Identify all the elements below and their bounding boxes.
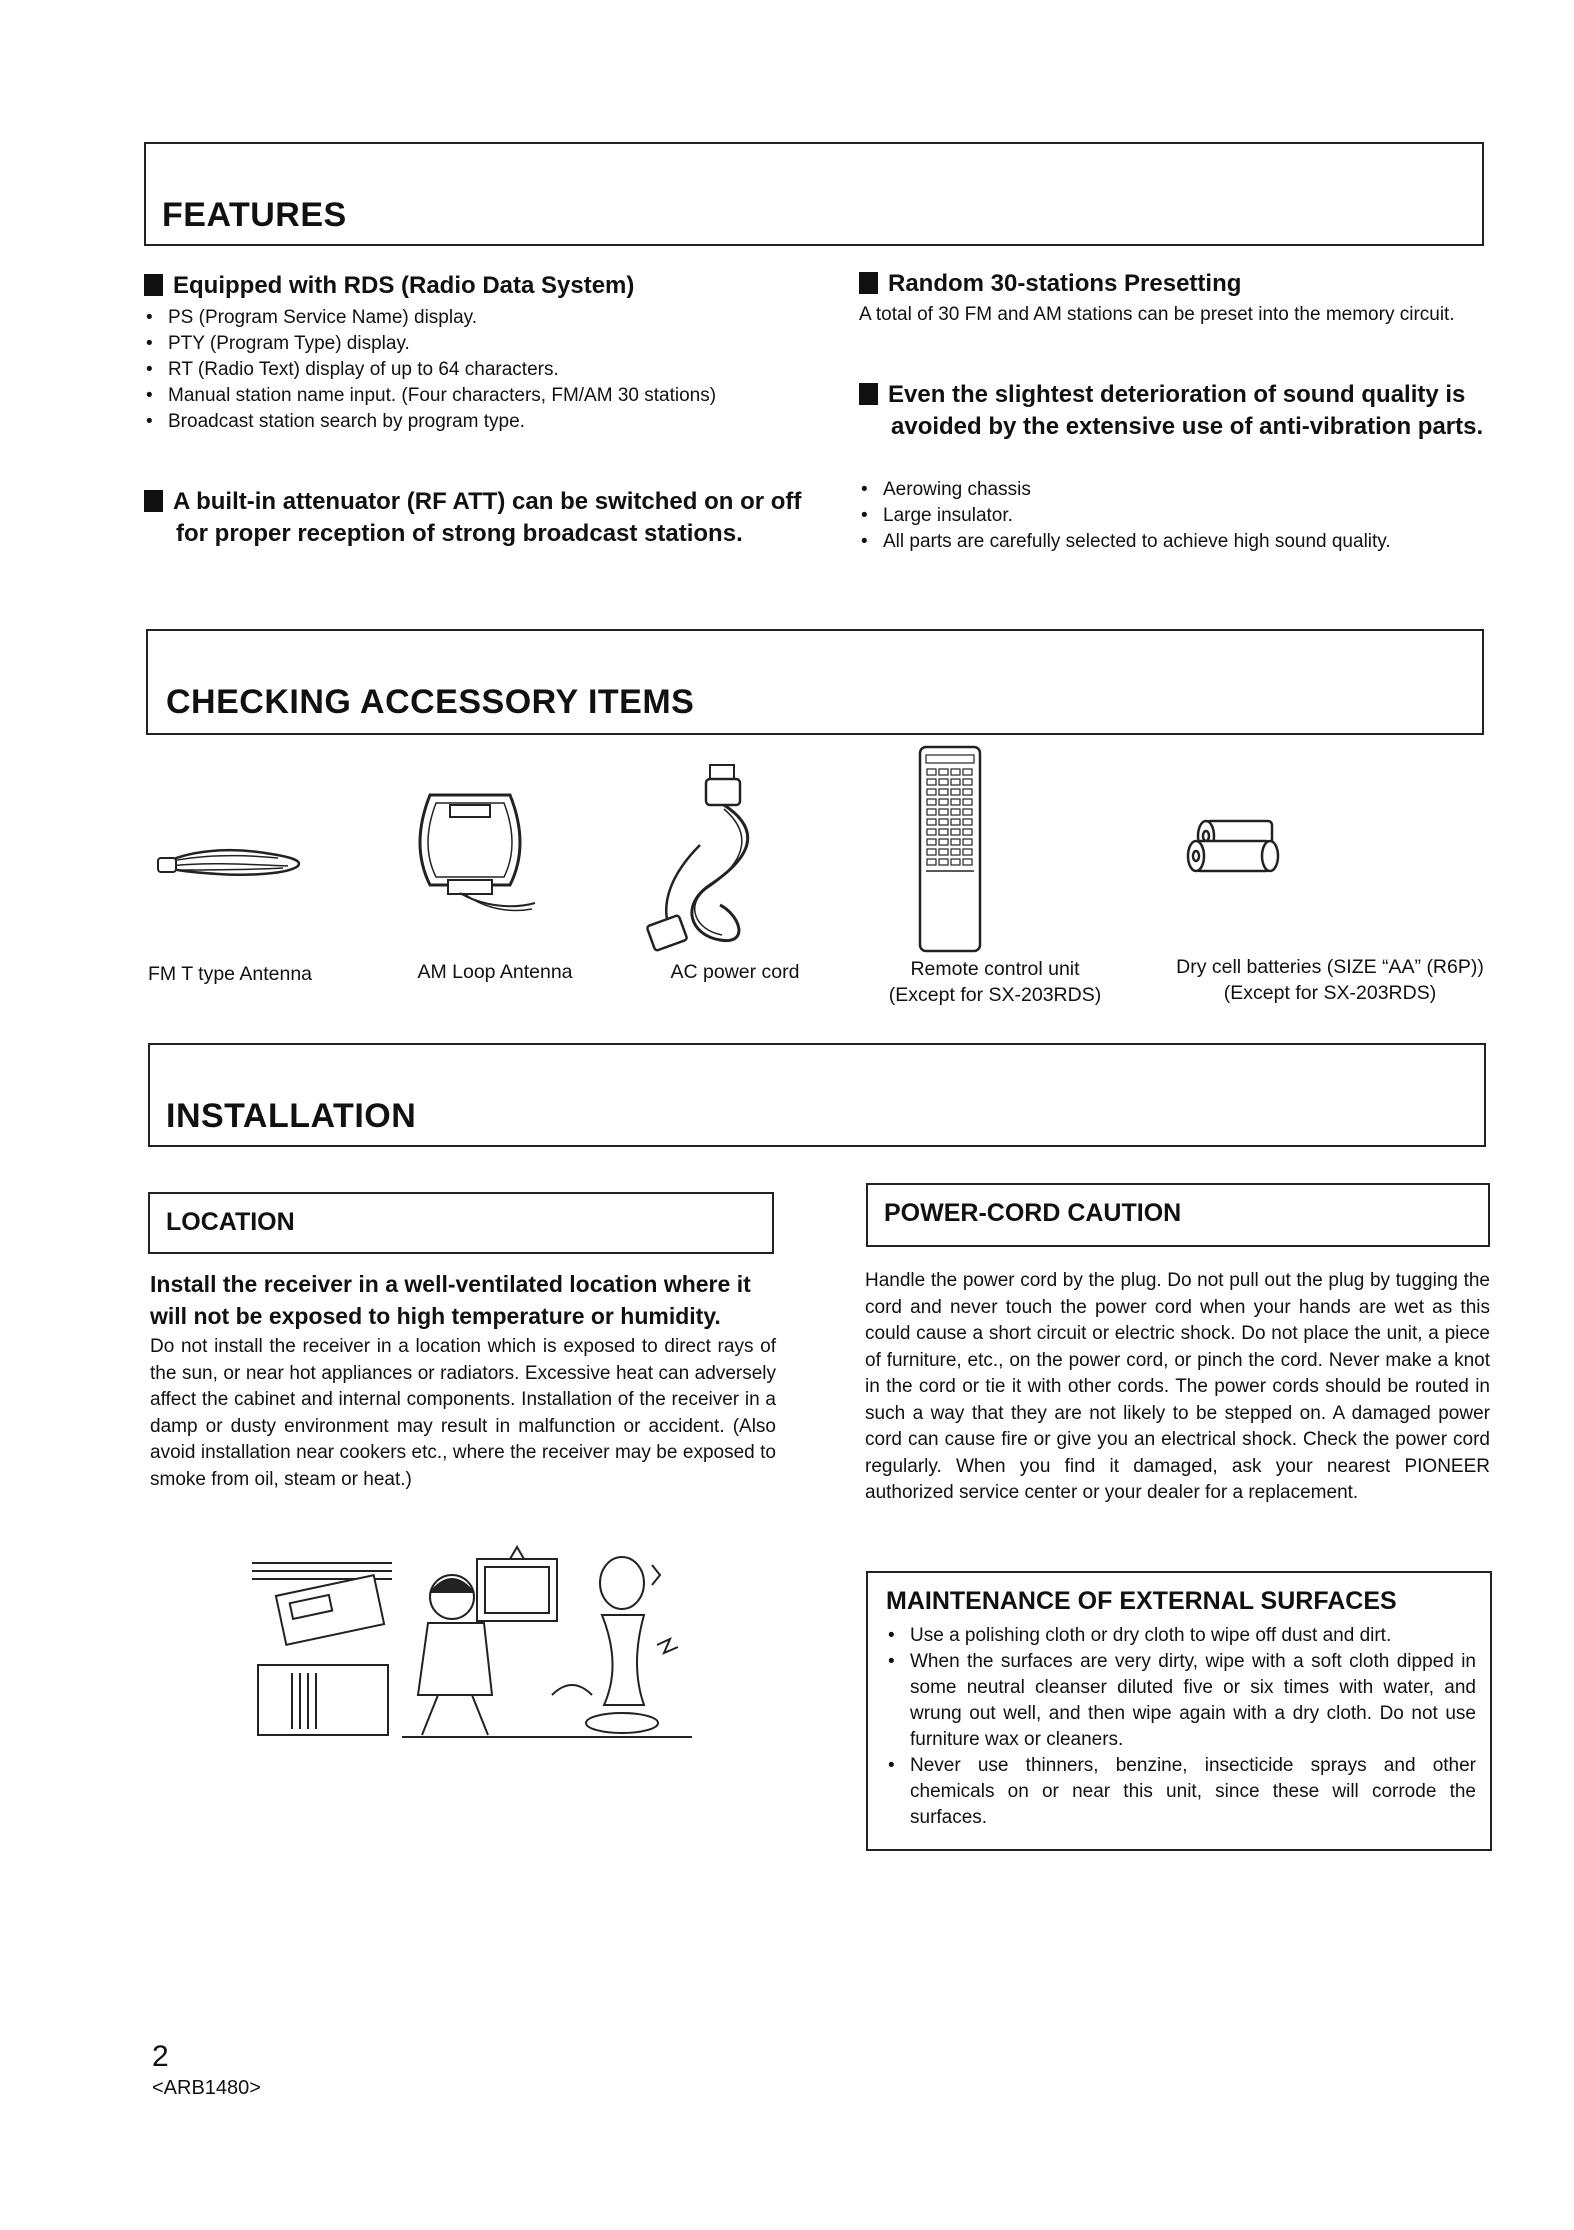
accessory-caption-batteries: Dry cell batteries (SIZE “AA” (R6P)) (Except for SX-203RDS) xyxy=(1176,956,1484,1004)
vibration-bullet-list xyxy=(859,477,1499,555)
accessory-caption-remote: Remote control unit (Except for SX-203RDS) xyxy=(888,958,1102,1006)
presetting-text: A total of 30 FM and AM stations can be preset into the memory circuit. xyxy=(859,304,1455,325)
accessory-caption-cord: AC power cord xyxy=(670,961,800,983)
attenuator-heading: A built-in attenuator (RF ATT) can be switched on or off for proper reception of strong broadcast stations. xyxy=(144,486,816,550)
list-item: • Large insulator. xyxy=(859,503,1499,529)
maintenance-bullet-list xyxy=(886,1623,1476,1831)
batteries-icon xyxy=(1176,815,1296,885)
installation-title: INSTALLATION xyxy=(166,1097,417,1135)
page-number: 2 xyxy=(152,2040,169,2073)
list-item: • When the surfaces are very dirty, wipe with a soft cloth dipped in some neutral cleanser diluted five or six times with water, and wrung out well, and then wipe again with a dry cloth. Do not use furniture wax or cleaners. xyxy=(886,1649,1476,1753)
list-item: • Use a polishing cloth or dry cloth to wipe off dust and dirt. xyxy=(886,1623,1476,1649)
square-bullet-icon xyxy=(144,490,163,512)
list-item: • Manual station name input. (Four characters, FM/AM 30 stations) xyxy=(144,383,784,409)
list-item: • Never use thinners, benzine, insecticide sprays and other chemicals on or near this unit, since these will corrode the surfaces. xyxy=(886,1753,1476,1831)
power-cord-text: Handle the power cord by the plug. Do not pull out the plug by tugging the cord and never touch the power cord when your hands are wet as this could cause a short circuit or electric shock. Do not place the unit, a piece of furniture, etc., on the power cord, or pinch the cord. Never make a knot in the cord or tie it with other cords. The power cords should be routed in such a way that they are not likely to be stepped on. A damaged power cord can cause fire or give you an electrical shock. Check the power cord regularly. When you find it damaged, ask your nearest PIONEER authorized service center or your dealer for a replacement. xyxy=(865,1270,1490,1503)
list-item: • PS (Program Service Name) display. xyxy=(144,305,784,331)
location-lead: Install the receiver in a well-ventilated location where it will not be exposed to high temperature or humidity. xyxy=(150,1271,751,1329)
location-text: Do not install the receiver in a location which is exposed to direct rays of the sun, or near hot appliances or radiators. Excessive heat can adversely affect the cabinet and internal components. Installation of the receiver in a damp or dusty environment may result in malfunction or accident. (Also avoid installation near cookers etc., where the receiver may be exposed to smoke from oil, steam or heat.) xyxy=(150,1336,776,1490)
accessory-caption-fm: FM T type Antenna xyxy=(147,963,313,985)
vibration-heading: Even the slightest deterioration of sound quality is avoided by the extensive use of anti-vibration parts. xyxy=(859,379,1521,443)
accessories-title: CHECKING ACCESSORY ITEMS xyxy=(166,683,695,721)
square-bullet-icon xyxy=(144,274,163,296)
maintenance-box xyxy=(866,1571,1492,1851)
location-label-box xyxy=(148,1192,774,1254)
list-item: • All parts are carefully selected to achieve high sound quality. xyxy=(859,529,1499,555)
document-code: <ARB1480> xyxy=(152,2077,261,2099)
remote-control-icon xyxy=(918,745,982,955)
features-title: FEATURES xyxy=(162,196,347,234)
location-label: LOCATION xyxy=(166,1208,295,1236)
maintenance-label: MAINTENANCE OF EXTERNAL SURFACES xyxy=(886,1587,1397,1615)
power-cord-label-box xyxy=(866,1183,1490,1247)
list-item: • Broadcast station search by program type. xyxy=(144,409,784,435)
accessory-caption-am: AM Loop Antenna xyxy=(417,961,573,983)
ac-power-cord-icon xyxy=(640,765,770,955)
installation-cartoon-illustration xyxy=(252,1545,712,1745)
fm-antenna-icon xyxy=(158,830,308,890)
list-item: • Aerowing chassis xyxy=(859,477,1499,503)
power-cord-label: POWER-CORD CAUTION xyxy=(884,1199,1182,1227)
square-bullet-icon xyxy=(859,383,878,405)
list-item: • PTY (Program Type) display. xyxy=(144,331,784,357)
list-item: • RT (Radio Text) display of up to 64 characters. xyxy=(144,357,784,383)
square-bullet-icon xyxy=(859,272,878,294)
presetting-heading: Random 30-stations Presetting xyxy=(859,268,1499,300)
rds-heading: Equipped with RDS (Radio Data System) xyxy=(144,270,824,302)
am-loop-antenna-icon xyxy=(400,785,540,915)
rds-bullet-list xyxy=(144,305,784,435)
